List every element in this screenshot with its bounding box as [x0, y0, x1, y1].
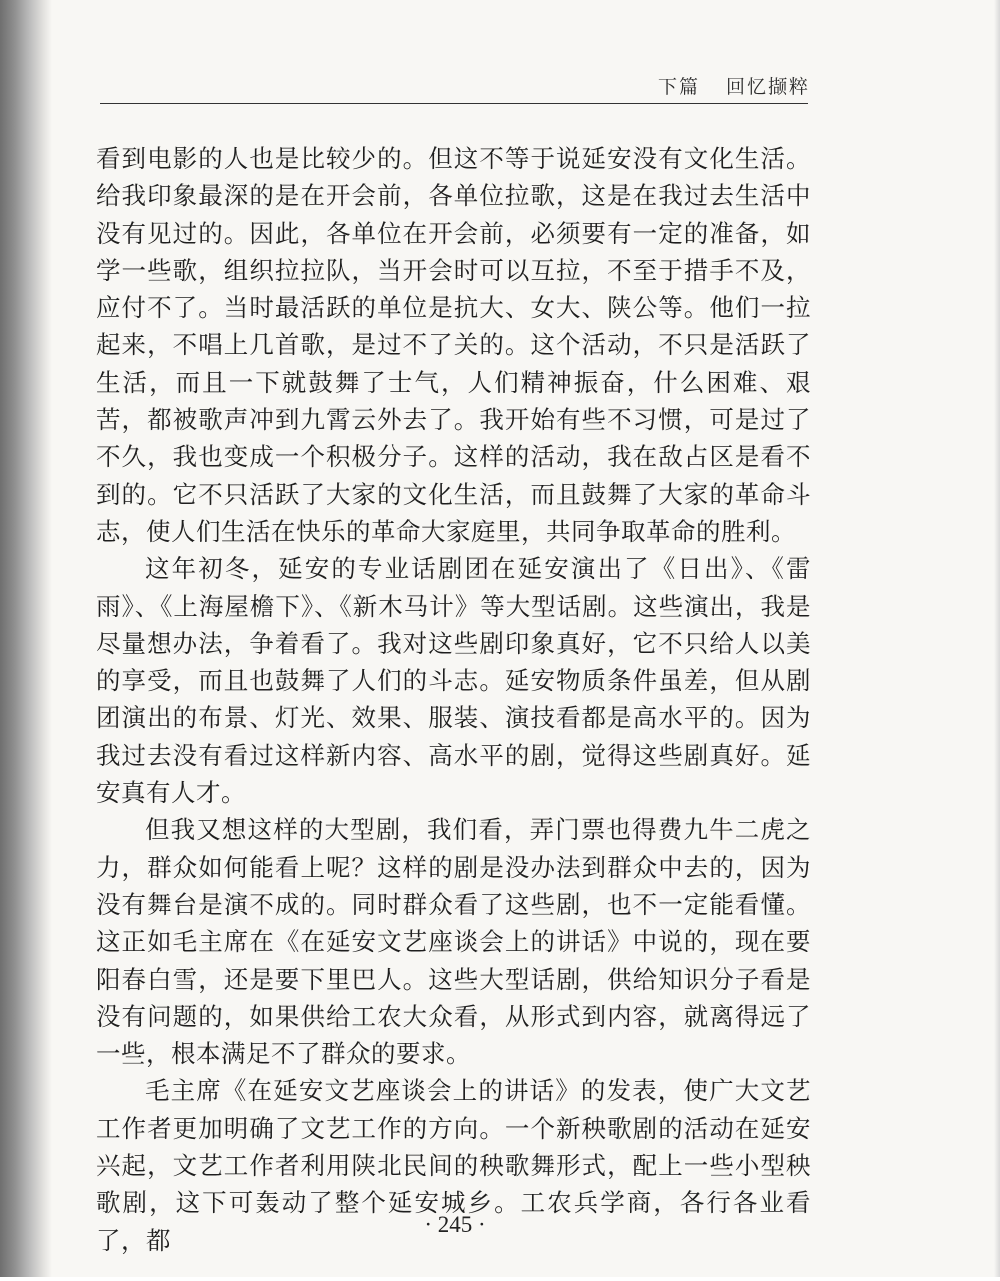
paragraph-3: 但我又想这样的大型剧，我们看，弄门票也得费九牛二虎之力，群众如何能看上呢？这样的剧是没办法到群众中去的，因为没有舞台是演不成的。同时群众看了这些剧，也不一定能看懂。这正如毛主席在《在延安文艺座谈会上的讲话》中说的，现在要阳春白雪，还是要下里巴人。这些大型话剧，供给知识分子看是没有问题的，如果供给工农大众看，从形式到内容，就离得远了一些，根本满足不了群众的要求。	[96, 815, 811, 1069]
paragraph-1: 看到电影的人也是比较少的。但这不等于说延安没有文化生活。给我印象最深的是在开会前，各单位拉歌，这是在我过去生活中没有见过的。因此，各单位在开会前，必须要有一定的准备，如学一些歌，组织拉拉队，当开会时可以互拉，不至于措手不及，应付不了。当时最活跃的单位是抗大、女大、陕公等。他们一拉起来，不唱上几首歌，是过不了关的。这个活动，不只是活跃了生活，而且一下就鼓舞了士气，人们精神振奋，什么困难、艰苦，都被歌声冲到九霄云外去了。我开始有些不习惯，可是过了不久，我也变成一个积极分子。这样的活动，我在敌占区是看不到的。它不只活跃了大家的文化生活，而且鼓舞了大家的革命斗志，使人们生活在快乐的革命大家庭里，共同争取革命的胜利。	[96, 144, 811, 546]
running-head-section: 回忆撷粹	[725, 76, 810, 98]
header-rule	[100, 103, 808, 104]
running-head-part: 下篇	[657, 76, 700, 98]
paragraph-4: 毛主席《在延安文艺座谈会上的讲话》的发表，使广大文艺工作者更加明确了文艺工作的方向。一个新秧歌剧的活动在延安兴起，文艺工作者利用陕北民间的秧歌舞形式，配上一些小型秧歌剧，这下可轰动了整个延安城乡。工农兵学商，各行各业看了，都	[96, 1076, 811, 1255]
page-number: · 245 ·	[424, 1212, 486, 1237]
paragraph-2: 这年初冬，延安的专业话剧团在延安演出了《日出》、《雷雨》、《上海屋檐下》、《新木马计》等大型话剧。这些演出，我是尽量想办法，争着看了。我对这些剧印象真好，它不只给人以美的享受，而且也鼓舞了人们的斗志。延安物质条件虽差，但从剧团演出的布景、灯光、效果、服装、演技看都是高水平的。因为我过去没有看过这样新内容、高水平的剧，觉得这些剧真好。延安真有人才。	[96, 554, 811, 808]
body-text	[96, 140, 811, 1259]
scan-bottom-edge	[0, 1277, 1000, 1281]
running-head	[658, 72, 810, 99]
